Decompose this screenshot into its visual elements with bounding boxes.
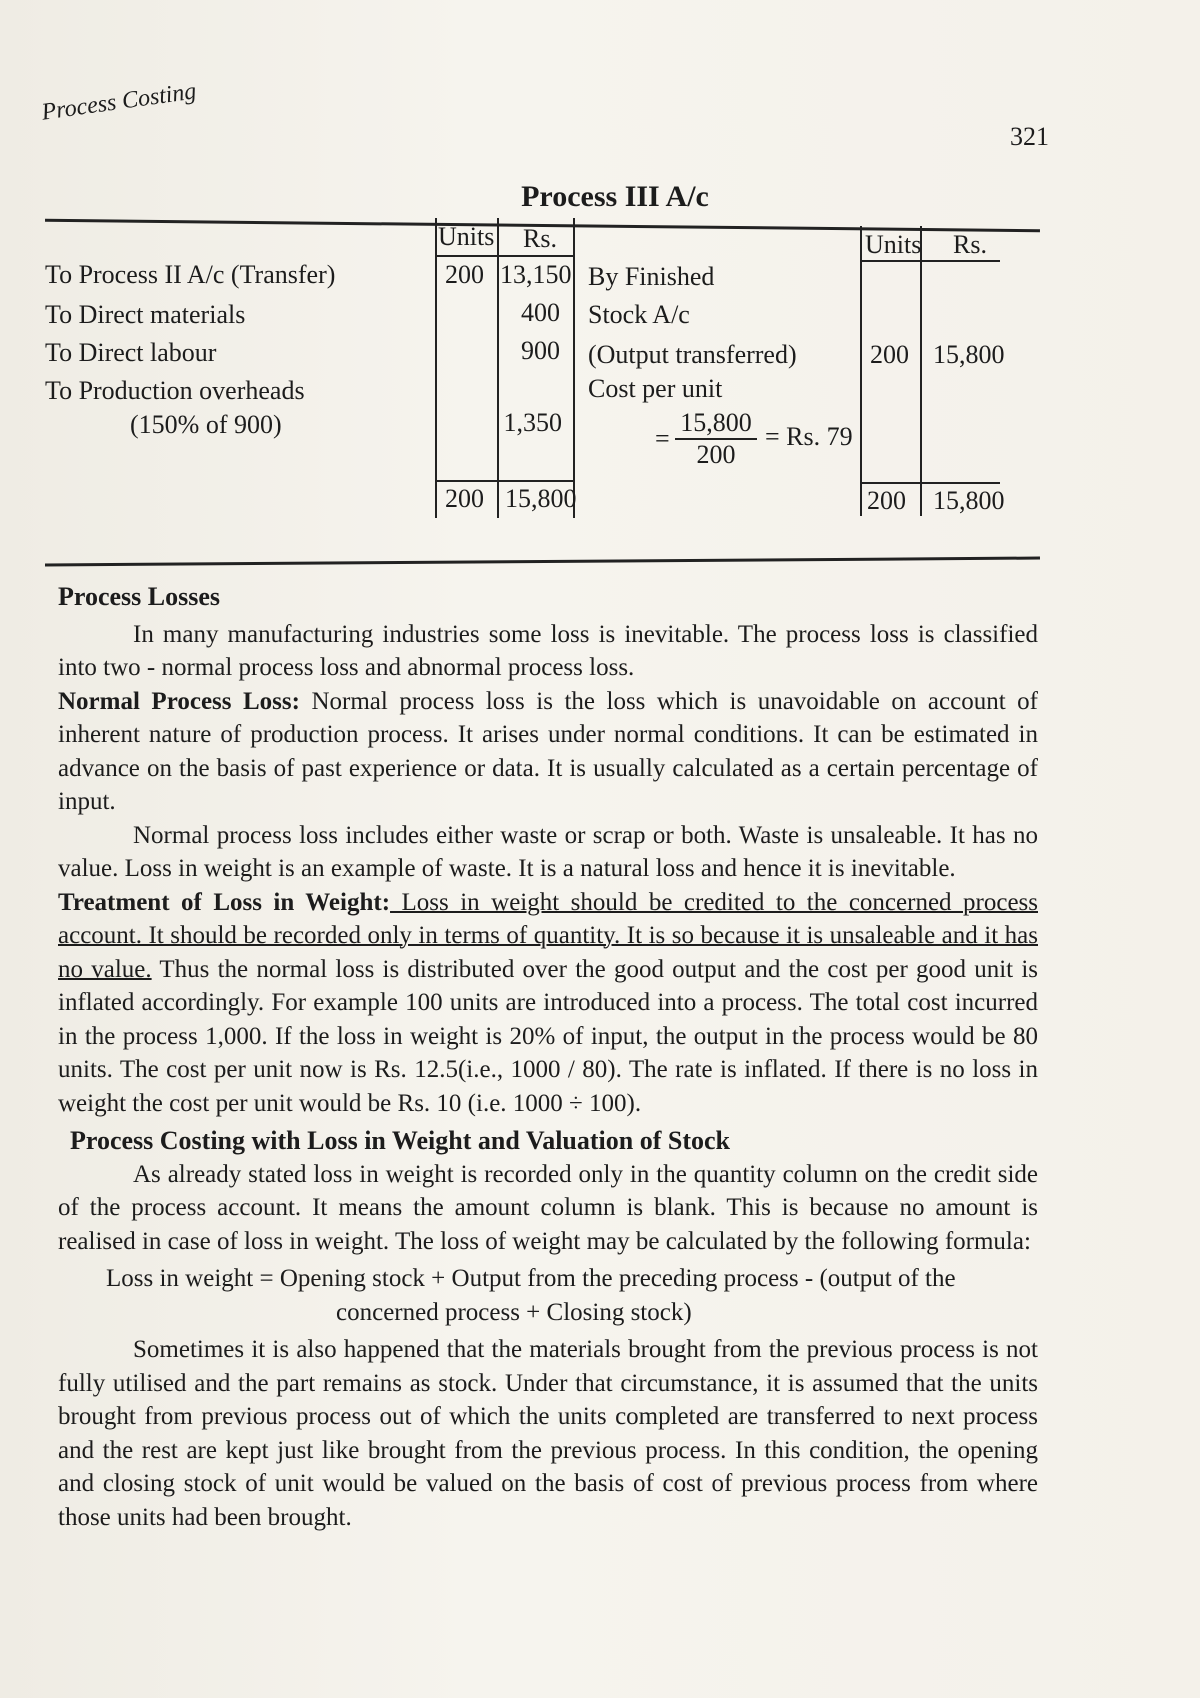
credit-particular: By Finished — [588, 262, 715, 291]
debit-particular: To Direct labour — [45, 338, 217, 367]
table-bottom-rule — [45, 557, 1040, 567]
debit-units-rule — [435, 218, 437, 518]
loss-formula — [106, 1262, 1038, 1329]
debit-particular: To Production overheads — [45, 376, 305, 405]
credit-header-rule — [860, 260, 1000, 262]
debit-units-cell: 200 — [445, 260, 484, 289]
debit-rs-cell: 1,350 — [503, 408, 562, 437]
credit-rs-rule — [920, 226, 922, 516]
paragraph — [58, 886, 1038, 1121]
credit-particular: Cost per unit — [588, 374, 723, 403]
paragraph — [58, 685, 1038, 819]
cost-denominator: 200 — [696, 440, 736, 469]
debit-units-header: Units — [438, 222, 495, 251]
debit-particular: To Direct materials — [45, 300, 246, 329]
credit-particular: Stock A/c — [588, 300, 690, 329]
credit-total-rule — [860, 482, 1000, 484]
paragraph: Sometimes it is also happened that the materials brought from the previous process is not fully utilised and the part remains as stock. Under that circumstance, it is assumed that the units brought from previous process out of which the units completed are transferred to next process and the rest are kept just like brought from the previous process. In this condition, the opening and closing stock of unit would be valued on the basis of cost of previous process from where those units had been brought. — [58, 1336, 1038, 1531]
page-number: 321 — [1010, 122, 1049, 151]
credit-rs-cell: 15,800 — [933, 340, 1005, 369]
credit-total-units: 200 — [867, 486, 906, 515]
debit-rs-cell: 13,150 — [500, 260, 572, 289]
debit-rs-header: Rs. — [523, 224, 557, 253]
credit-units-rule — [860, 226, 862, 516]
formula-line: concerned process + Closing stock) — [336, 1298, 692, 1326]
process-losses-heading: Process Losses — [58, 582, 221, 611]
credit-rs-header: Rs. — [953, 230, 987, 259]
body-text — [58, 580, 1038, 1534]
weight-text: Thus the normal loss is distributed over the good output and the cost per good unit is inflated accordingly. For example 100 units are introduced into a process. The total cost incurred in the process 1,000. If the loss in weight is 20% of input, the output in the process would be 80 units. The cost per unit now is Rs. 12.5(i.e., 1000 / 80). The rate is inflated. If there is no loss in weight the cost per unit would be Rs. 10 (i.e. 1000 ÷ 100). — [58, 955, 1038, 1117]
debit-particular: (150% of 900) — [130, 410, 282, 439]
weight-lead: Treatment of Loss in Weight: — [58, 888, 391, 916]
underlined-text: Loss in weight should be credited to the concerned process account. It should be recorded only in terms of quantity. It is so because it is unsaleable and it has no value. — [58, 888, 1038, 983]
cost-result: = Rs. 79 — [765, 422, 853, 451]
credit-units-header: Units — [865, 230, 922, 259]
paragraph: In many manufacturing industries some loss is inevitable. The process loss is classified into two - normal process loss and abnormal process loss. — [58, 620, 1038, 681]
debit-total-rs: 15,800 — [505, 484, 577, 513]
credit-total-rs: 15,800 — [933, 486, 1005, 515]
debit-total-units: 200 — [445, 484, 484, 513]
normal-loss-text: Normal process loss is the loss which is unavoidable on account of inherent nature of production process. It arises under normal conditions. It can be estimated in advance on the basis of past experience or data. It is usually calculated as a certain percentage of input. — [58, 687, 1038, 815]
debit-rs-cell: 400 — [521, 298, 560, 327]
paragraph: As already stated loss in weight is recorded only in the quantity column on the credit side of the process account. It means the amount column is blank. This is because no amount is realised in case of loss in weight. The loss of weight may be calculated by the following formula: — [58, 1160, 1038, 1255]
normal-loss-lead: Normal Process Loss: — [58, 687, 300, 715]
running-head: Process Costing — [40, 78, 198, 126]
process-account-table — [45, 212, 1040, 562]
debit-end-rule — [573, 218, 575, 518]
debit-rs-cell: 900 — [521, 336, 560, 365]
paragraph: Normal process loss includes either waste or scrap or both. Waste is unsaleable. It has no value. Loss in weight is an example of waste. It is a natural loss and hence it is inevitable. — [58, 821, 1038, 882]
cost-numerator: 15,800 — [675, 408, 757, 440]
credit-units-cell: 200 — [870, 340, 909, 369]
table-title: Process III A/c — [521, 180, 709, 213]
debit-total-rule — [435, 480, 575, 482]
formula-line: Loss in weight = Opening stock + Output from the preceding process - (output of the — [106, 1265, 956, 1292]
cost-fraction — [675, 408, 757, 470]
credit-particular: (Output transferred) — [588, 340, 797, 369]
debit-header-rule — [435, 255, 575, 257]
debit-particular: To Process II A/c (Transfer) — [45, 260, 336, 289]
valuation-heading: Process Costing with Loss in Weight and Valuation of Stock — [70, 1126, 731, 1155]
debit-rs-rule — [497, 218, 499, 518]
cost-eq-sign: = — [655, 424, 670, 453]
